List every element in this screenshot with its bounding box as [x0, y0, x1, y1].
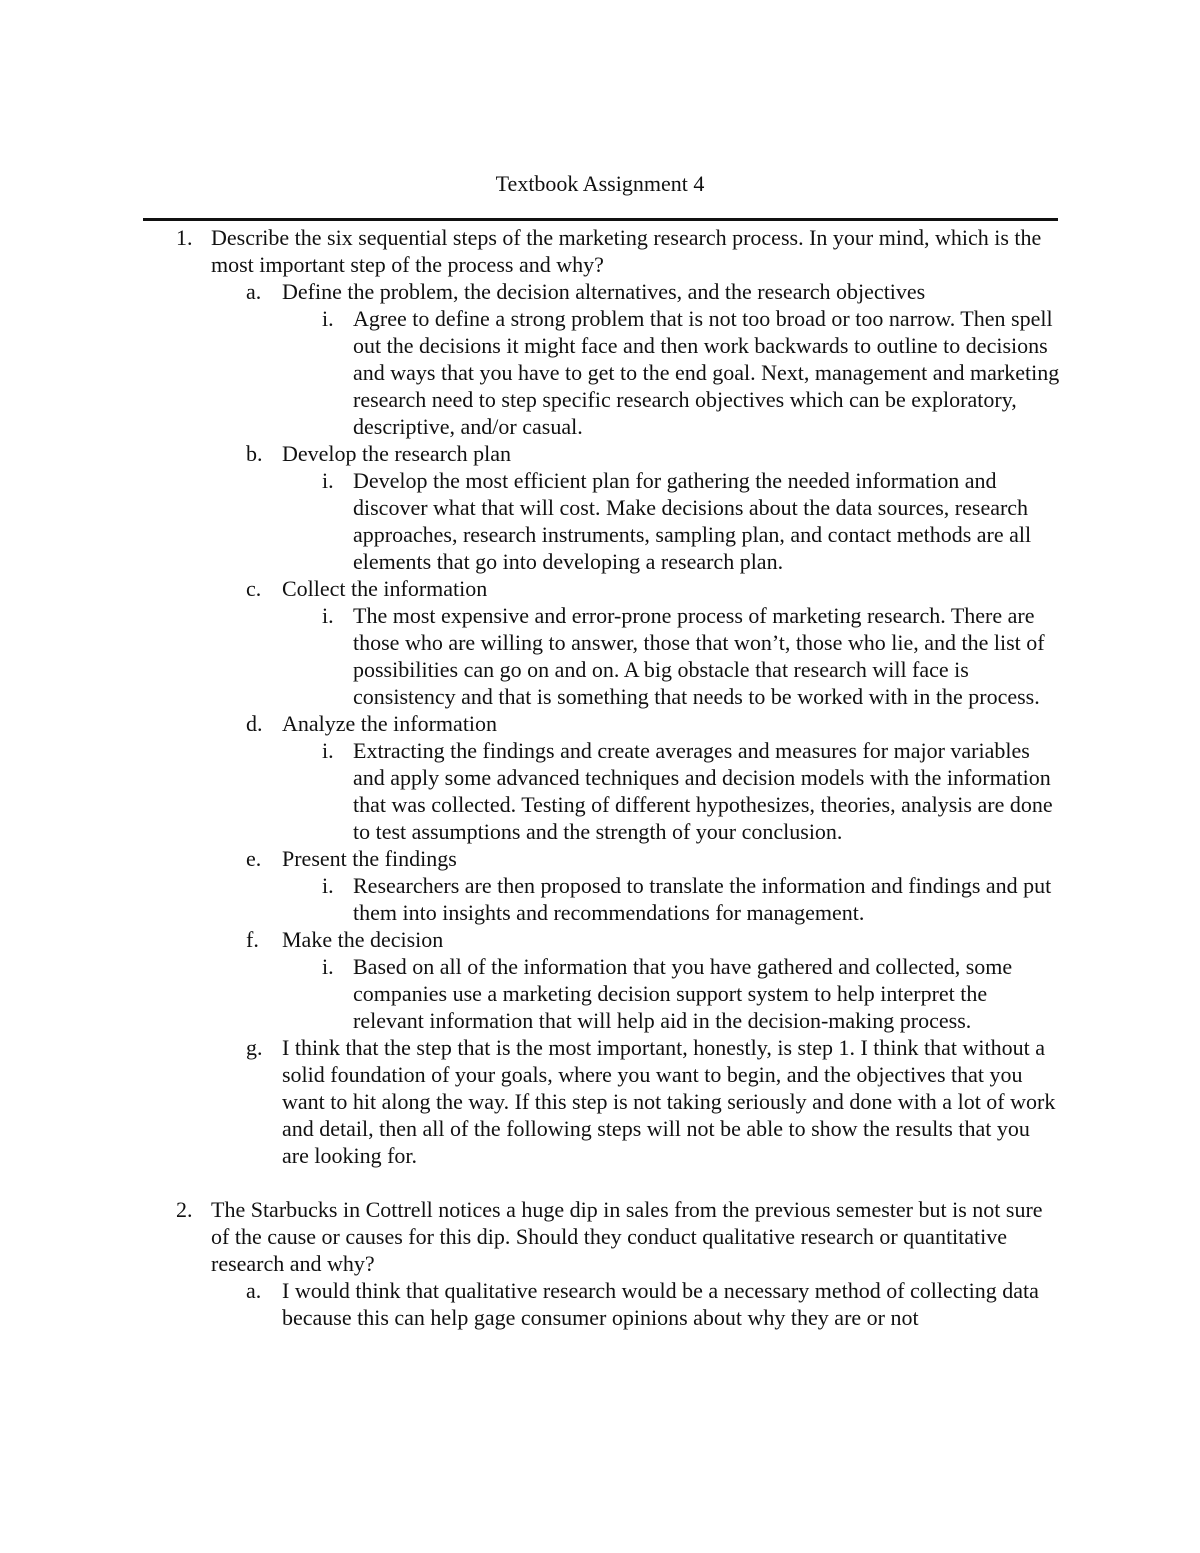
detail-text: Develop the most efficient plan for gathering the needed information and discover what that will cost. Make decisions about the data sources, research approaches, research instruments, sampling plan, and contact methods are all elements that go into developing a research plan. — [353, 468, 1032, 574]
detail-text: Based on all of the information that you have gathered and collected, some companies use a marketing decision support system to help interpret the relevant information that will help aid in the decision-making process. — [353, 954, 1013, 1033]
step-item — [0, 278, 1062, 305]
question-2 — [0, 1196, 1061, 1277]
step-text: Present the findings — [282, 846, 457, 871]
step-marker: c. — [246, 576, 262, 601]
step-marker: e. — [246, 846, 262, 871]
step-item — [0, 575, 1062, 602]
detail-marker: i. — [322, 603, 334, 628]
step-text: Make the decision — [282, 927, 444, 952]
document-title: Textbook Assignment 4 — [495, 171, 705, 196]
step-marker: f. — [246, 927, 259, 952]
answer-item — [0, 1277, 1062, 1331]
question-number: 1. — [176, 225, 193, 250]
step-item — [0, 926, 1062, 953]
question-text: Describe the six sequential steps of the marketing research process. In your mind, which is the most important step of the process and why? — [211, 225, 1042, 277]
step-detail — [0, 953, 1063, 1034]
answer-item — [0, 1034, 1062, 1169]
step-text: Analyze the information — [282, 711, 498, 736]
step-marker: b. — [246, 441, 263, 466]
detail-marker: i. — [322, 738, 334, 763]
step-item — [0, 845, 1062, 872]
step-detail — [0, 305, 1063, 440]
detail-text: Extracting the findings and create averages and measures for major variables and apply some advanced techniques and decision models with the information that was collected. Testing of different hypothesizes, theories, analysis are done to test assumptions and the strength of your conclusion. — [353, 738, 1053, 844]
answer-text: I think that the step that is the most important, honestly, is step 1. I think that without a solid foundation of your goals, where you want to begin, and the objectives that you want to hit along the way. If this step is not taking seriously and done with a lot of work and detail, then all of the following steps will not be able to show the results that you are looking for. — [282, 1035, 1056, 1168]
question-1 — [0, 224, 1061, 278]
step-item — [0, 710, 1062, 737]
answer-text: I would think that qualitative research would be a necessary method of collecting data because this can help gage consumer opinions about why they are or not — [282, 1278, 1039, 1330]
step-detail — [0, 872, 1063, 926]
step-text: Develop the research plan — [282, 441, 512, 466]
detail-marker: i. — [322, 954, 334, 979]
detail-text: Agree to define a strong problem that is not too broad or too narrow. Then spell out the decisions it might face and then work backwards to outline to decisions and ways that you have to get to the end goal. Next, management and marketing research need to step specific research objectives which can be exploratory, descriptive, and/or casual. — [353, 306, 1060, 439]
detail-marker: i. — [322, 873, 334, 898]
answer-marker: a. — [246, 1278, 262, 1303]
document-body — [0, 224, 1200, 1331]
step-marker: a. — [246, 279, 262, 304]
question-number: 2. — [176, 1197, 193, 1222]
answer-marker: g. — [246, 1035, 263, 1060]
detail-text: Researchers are then proposed to translate the information and findings and put them into insights and recommendations for management. — [353, 873, 1052, 925]
detail-marker: i. — [322, 468, 334, 493]
detail-marker: i. — [322, 306, 334, 331]
step-detail — [0, 602, 1063, 710]
step-marker: d. — [246, 711, 263, 736]
step-text: Define the problem, the decision alternatives, and the research objectives — [282, 279, 926, 304]
title-divider — [143, 218, 1058, 221]
step-text: Collect the information — [282, 576, 488, 601]
step-item — [0, 440, 1062, 467]
step-detail — [0, 737, 1063, 845]
detail-text: The most expensive and error-prone process of marketing research. There are those who are willing to answer, those that won’t, those who lie, and the list of possibilities can go on and on. A big obstacle that research will face is consistency and that is something that needs to be worked with in the process. — [353, 603, 1045, 709]
question-text: The Starbucks in Cottrell notices a huge dip in sales from the previous semester but is not sure of the cause or causes for this dip. Should they conduct qualitative research or quantitative research and why? — [211, 1197, 1043, 1276]
paragraph-gap — [0, 1169, 1200, 1196]
step-detail — [0, 467, 1063, 575]
